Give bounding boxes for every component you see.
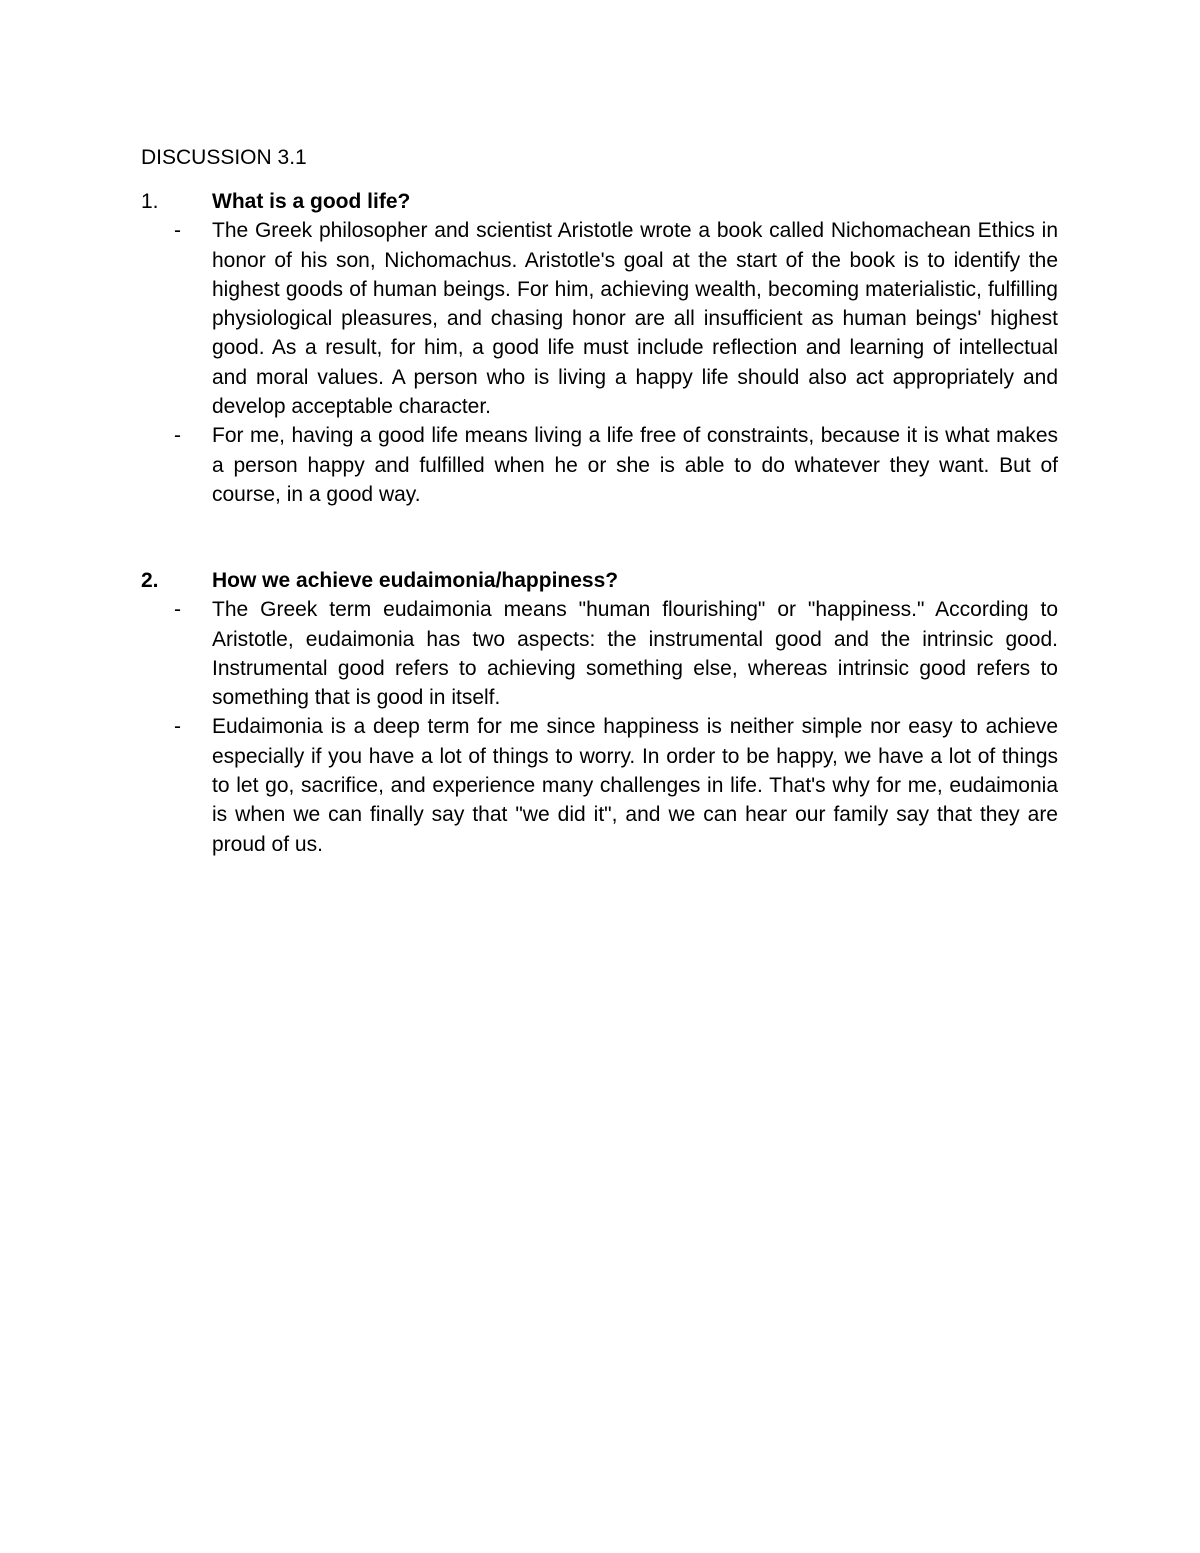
answer-text: The Greek philosopher and scientist Aristotle wrote a book called Nichomachean Ethics in honor of his son, Nichomachus. Aristotle's goal at the start of the book is to identify the highest goods of human beings. For him, achieving wealth, becoming materialistic, fulfilling physiological pleasures, and chasing honor are all insufficient as human beings' highest good. As a result, for him, a good life must include reflection and learning of intellectual and moral values. A person who is living a happy life should also act appropriately and develop acceptable character. — [212, 219, 1058, 419]
answer-item — [141, 712, 1058, 858]
answer-item — [141, 216, 1058, 421]
question-row — [141, 566, 1058, 595]
question-section-1 — [141, 187, 1058, 509]
bullet-dash: - — [174, 715, 181, 739]
question-section-2 — [141, 566, 1058, 859]
question-heading: How we achieve eudaimonia/happiness? — [212, 569, 619, 592]
question-row — [141, 187, 1058, 216]
answer-item — [141, 595, 1058, 712]
answer-text: For me, having a good life means living a life free of constraints, because it is what makes a person happy and fulfilled when he or she is able to do whatever they want. But of course, in a good way. — [212, 424, 1058, 506]
question-number: 1. — [141, 190, 159, 213]
bullet-dash: - — [174, 424, 181, 448]
question-heading: What is a good life? — [212, 190, 411, 213]
question-number: 2. — [141, 569, 159, 592]
answer-item — [141, 421, 1058, 509]
document-title: DISCUSSION 3.1 — [141, 146, 307, 169]
bullet-dash: - — [174, 598, 181, 622]
answer-text: Eudaimonia is a deep term for me since happiness is neither simple nor easy to achieve especially if you have a lot of things to worry. In order to be happy, we have a lot of things to let go, sacrifice, and experience many challenges in life. That's why for me, eudaimonia is when we can finally say that "we did it", and we can hear our family say that they are proud of us. — [212, 715, 1058, 856]
bullet-dash: - — [174, 219, 181, 243]
answer-text: The Greek term eudaimonia means "human flourishing" or "happiness." According to Aristotle, eudaimonia has two aspects: the instrumental good and the intrinsic good. Instrumental good refers to achieving something else, whereas intrinsic good refers to something that is good in itself. — [212, 598, 1058, 710]
